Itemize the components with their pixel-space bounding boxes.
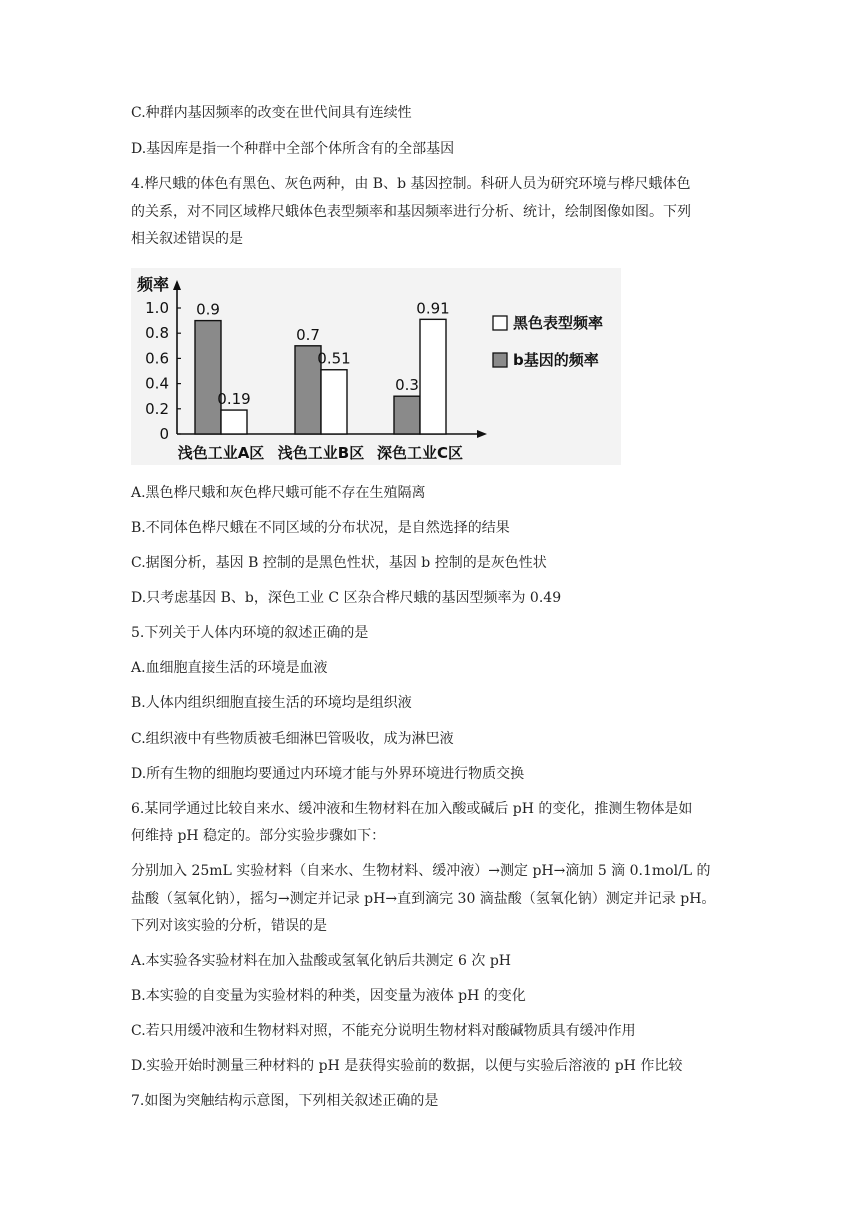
option-c: C.组织液中有些物质被毛细淋巴管吸收，成为淋巴液 — [131, 731, 454, 747]
option-c: C.若只用缓冲液和生物材料对照，不能充分说明生物材料对酸碱物质具有缓冲作用 — [131, 1023, 636, 1039]
text-line: 相关叙述错误的是 — [131, 231, 243, 247]
y-axis-label: 频率 — [137, 275, 170, 294]
text-line: 盐酸（氢氧化钠），摇匀→测定并记录 pH→直到滴完 30 滴盐酸（氢氧化钠）测定并记录 pH。 — [131, 891, 716, 907]
data-label: 0.19 — [217, 390, 251, 409]
y-tick-label: 0.4 — [145, 374, 169, 393]
question-4-stem: 4.桦尺蛾的体色有黑色、灰色两种，由 B、b 基因控制。科研人员为研究环境与桦尺蛾体色 — [131, 176, 691, 192]
data-label: 0.7 — [296, 325, 320, 344]
option-b: B.本实验的自变量为实验材料的种类，因变量为液体 pH 的变化 — [131, 988, 526, 1004]
x-tick-label: 浅色工业B区 — [277, 444, 365, 462]
option-a: A.黑色桦尺蛾和灰色桦尺蛾可能不存在生殖隔离 — [131, 485, 426, 501]
option-b: B.不同体色桦尺蛾在不同区域的分布状况，是自然选择的结果 — [131, 520, 510, 536]
y-axis-arrow — [173, 280, 181, 290]
chart-svg — [131, 268, 621, 465]
y-tick-label: 0.6 — [145, 349, 169, 368]
y-tick-label: 0.2 — [145, 399, 169, 418]
data-label: 0.3 — [395, 376, 419, 395]
option-a: A.本实验各实验材料在加入盐酸或氢氧化钠后共测定 6 次 pH — [131, 953, 511, 969]
bar-black-phenotype — [321, 370, 347, 434]
legend-swatch — [493, 316, 507, 330]
option-d: D.实验开始时测量三种材料的 pH 是获得实验前的数据，以便与实验后溶液的 pH 作比较 — [131, 1058, 683, 1074]
option-b: B.人体内组织细胞直接生活的环境均是组织液 — [131, 695, 412, 711]
y-tick-label: 0.8 — [145, 324, 169, 343]
bar-black-phenotype — [420, 319, 446, 434]
data-label: 0.51 — [317, 349, 351, 368]
text-line: 分别加入 25mL 实验材料（自来水、生物材料、缓冲液）→测定 pH→滴加 5 滴 0.1mol/L 的 — [131, 863, 711, 879]
option-d: D.所有生物的细胞均要通过内环境才能与外界环境进行物质交换 — [131, 766, 525, 782]
question-6-stem: 6.某同学通过比较自来水、缓冲液和生物材料在加入酸或碱后 pH 的变化，推测生物体是如 — [131, 801, 693, 817]
x-axis-arrow — [477, 430, 487, 438]
option-c: C.据图分析，基因 B 控制的是黑色性状，基因 b 控制的是灰色性状 — [131, 555, 547, 571]
legend-label: 黑色表型频率 — [513, 314, 604, 332]
question-7-stem: 7.如图为突触结构示意图，下列相关叙述正确的是 — [131, 1093, 439, 1109]
x-tick-label: 浅色工业A区 — [177, 444, 265, 462]
text-line: C.种群内基因频率的改变在世代间具有连续性 — [131, 105, 412, 121]
y-tick-label: 1.0 — [145, 299, 169, 317]
option-a: A.血细胞直接生活的环境是血液 — [131, 660, 328, 676]
x-tick-label: 深色工业C区 — [376, 444, 464, 462]
bar-b-gene — [394, 396, 420, 434]
data-label: 0.9 — [196, 300, 220, 319]
legend-swatch — [493, 353, 507, 367]
data-label: 0.91 — [416, 299, 450, 318]
bar-black-phenotype — [221, 410, 247, 434]
bar-chart — [131, 268, 621, 465]
text-line: 的关系，对不同区域桦尺蛾体色表型频率和基因频率进行分析、统计，绘制图像如图。下列 — [131, 204, 691, 220]
legend-label: b基因的频率 — [513, 351, 599, 369]
question-5-stem: 5.下列关于人体内环境的叙述正确的是 — [131, 625, 369, 641]
option-d: D.只考虑基因 B、b，深色工业 C 区杂合桦尺蛾的基因型频率为 0.49 — [131, 590, 562, 606]
y-tick-label: 0 — [159, 425, 169, 443]
text-line: 下列对该实验的分析，错误的是 — [131, 918, 327, 934]
text-line: 何维持 pH 稳定的。部分实验步骤如下： — [131, 828, 386, 844]
text-line: D.基因库是指一个种群中全部个体所含有的全部基因 — [131, 141, 455, 157]
bar-b-gene — [195, 321, 221, 434]
